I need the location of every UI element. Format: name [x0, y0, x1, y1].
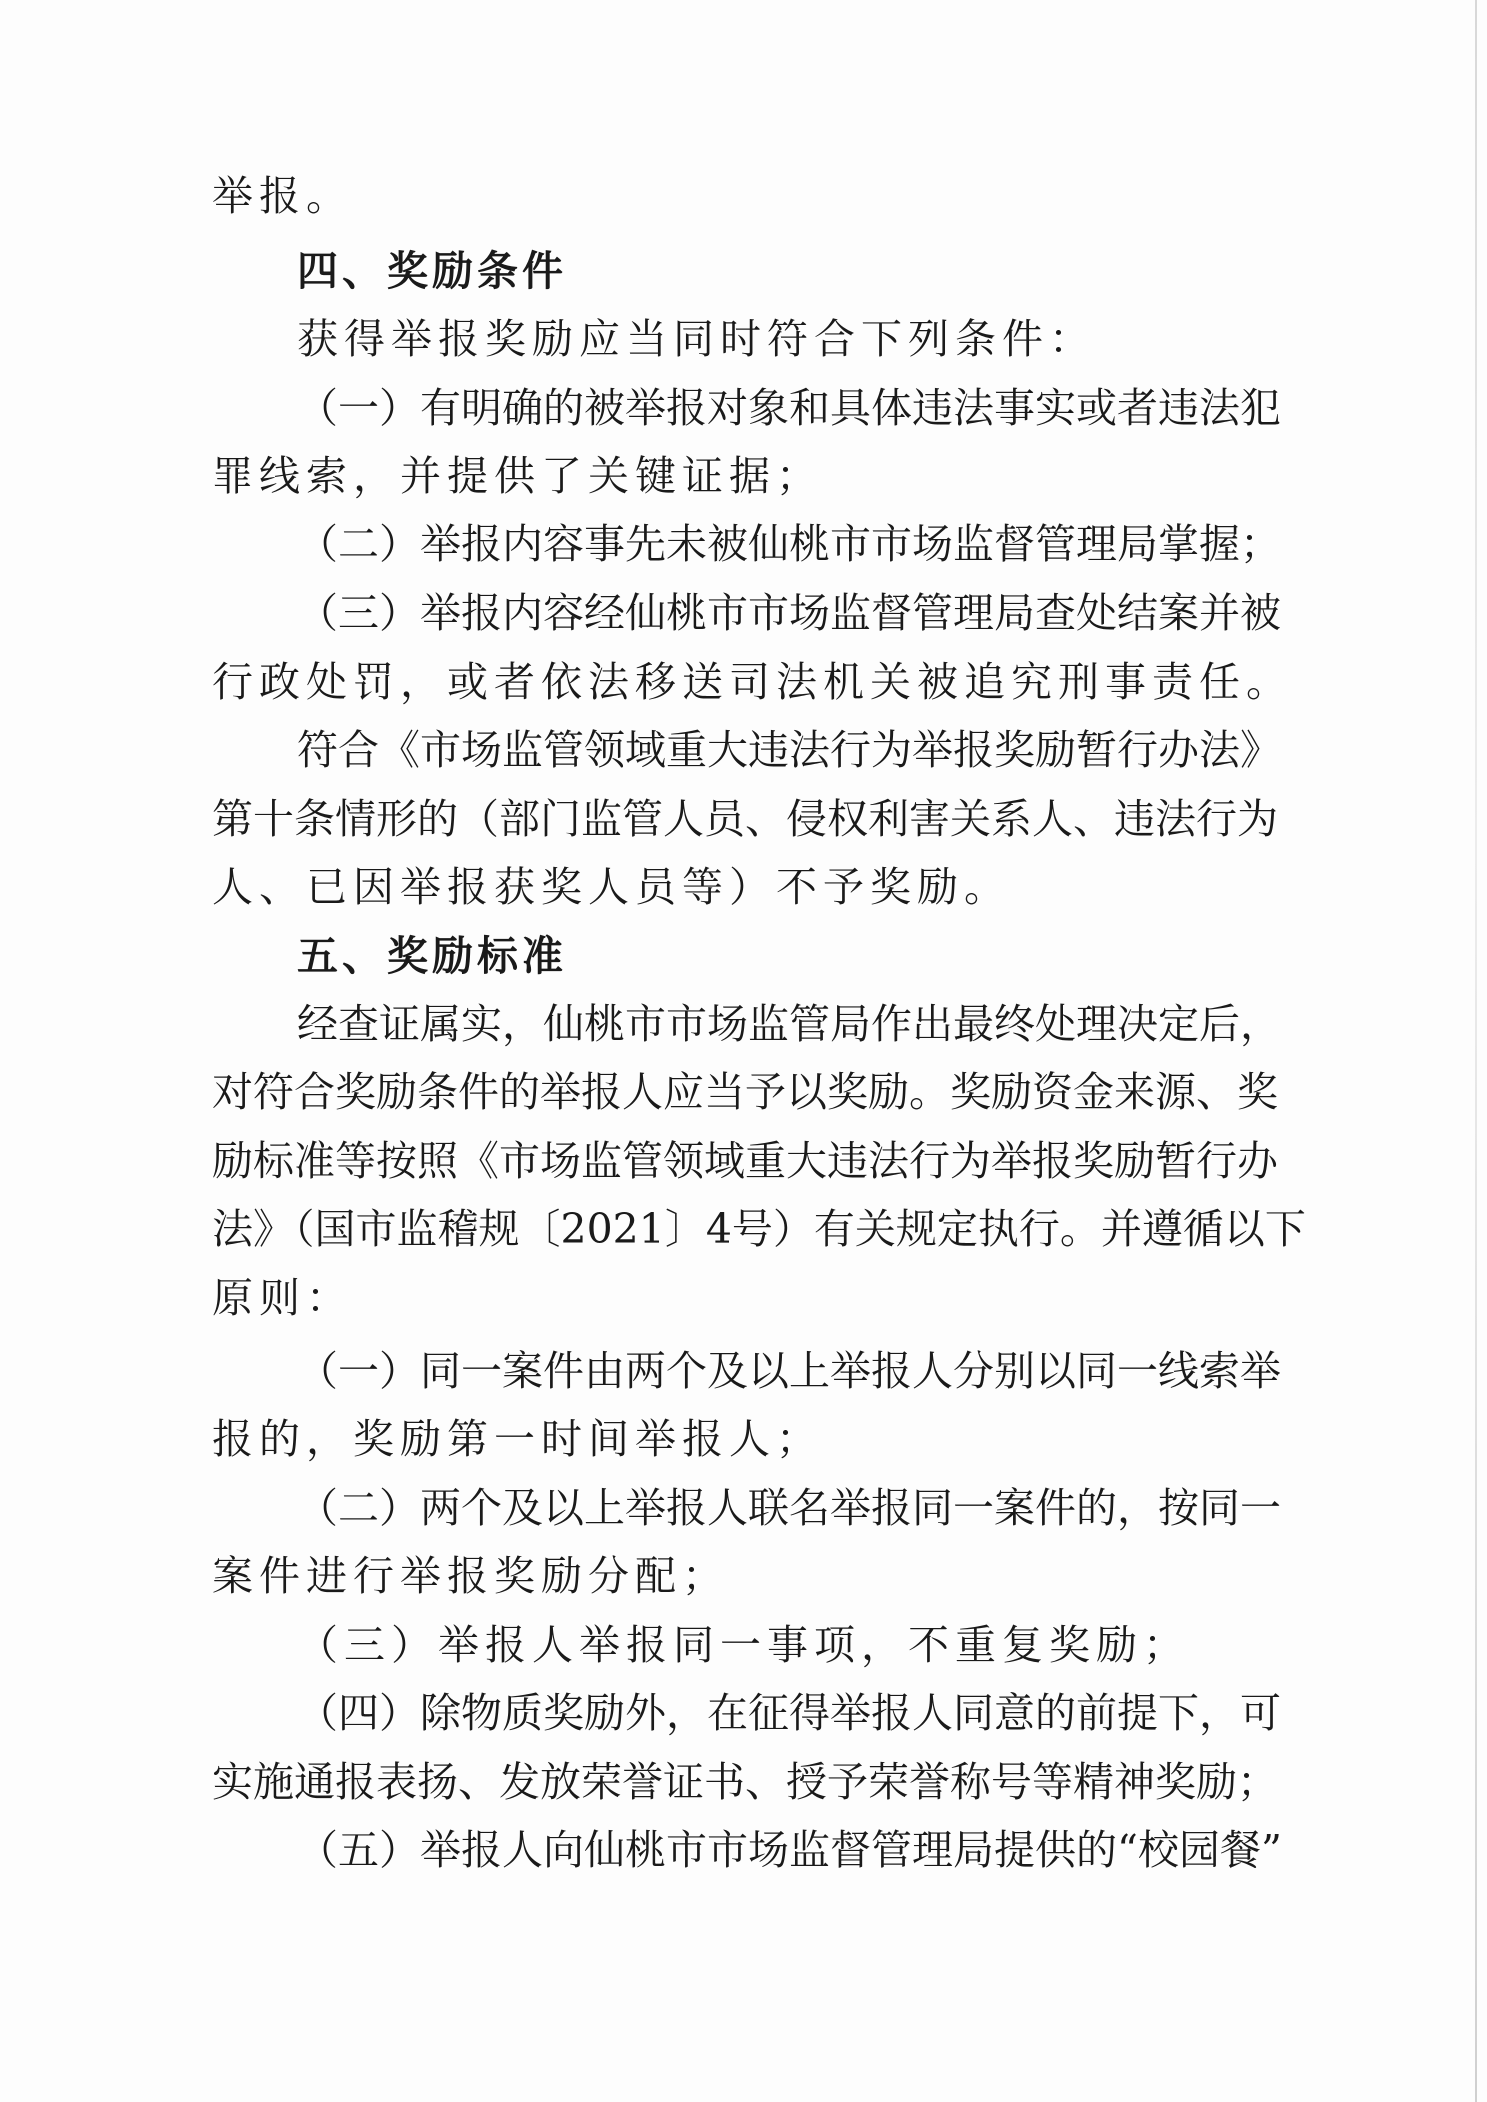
paragraph-line: 罪线索，并提供了关键证据；: [212, 452, 823, 500]
paragraph-line: 获得举报奖励应当同时符合下列条件：: [297, 315, 1096, 363]
paragraph-line: 人、已因举报获奖人员等）不予奖励。: [212, 863, 1011, 911]
paragraph-line: 符合《市场监管领域重大违法行为举报奖励暂行办法》: [297, 726, 1281, 774]
paragraph-line: （三）举报内容经仙桃市市场监督管理局查处结案并被: [297, 589, 1281, 637]
paragraph-line: 原则：: [212, 1274, 353, 1322]
paragraph-line: 经查证属实，仙桃市市场监管局作出最终处理决定后，: [297, 1000, 1281, 1048]
paragraph-line: （五）举报人向仙桃市市场监督管理局提供的“校园餐”: [297, 1826, 1282, 1874]
scan-edge-divider: [1475, 0, 1477, 2102]
paragraph-line: 第十条情形的（部门监管人员、侵权利害关系人、违法行为: [212, 795, 1278, 843]
paragraph-line: （一）同一案件由两个及以上举报人分别以同一线索举: [297, 1347, 1281, 1395]
paragraph-line: 案件进行举报奖励分配；: [212, 1552, 729, 1600]
paragraph-line: （四）除物质奖励外，在征得举报人同意的前提下，可: [297, 1689, 1281, 1737]
section-heading-reward-conditions: 四、奖励条件: [297, 247, 567, 295]
paragraph-line: （三）举报人举报同一事项，不重复奖励；: [297, 1621, 1190, 1669]
paragraph-line: 行政处罚，或者依法移送司法机关被追究刑事责任。: [212, 658, 1293, 706]
paragraph-line: 实施通报表扬、发放荣誉证书、授予荣誉称号等精神奖励；: [212, 1758, 1278, 1806]
paragraph-line: 励标准等按照《市场监管领域重大违法行为举报奖励暂行办: [212, 1137, 1278, 1185]
paragraph-line: 对符合奖励条件的举报人应当予以奖励。奖励资金来源、奖: [212, 1068, 1278, 1116]
paragraph-line: （一）有明确的被举报对象和具体违法事实或者违法犯: [297, 384, 1281, 432]
paragraph-line: 报的，奖励第一时间举报人；: [212, 1415, 823, 1463]
paragraph-line: （二）举报内容事先未被仙桃市市场监督管理局掌握；: [297, 520, 1281, 568]
paragraph-line: 举报。: [212, 172, 353, 220]
section-heading-reward-standards: 五、奖励标准: [297, 932, 567, 980]
paragraph-line: 法》（国市监稽规〔2021〕4号）有关规定执行。并遵循以下: [212, 1205, 1306, 1253]
paragraph-line: （二）两个及以上举报人联名举报同一案件的，按同一: [297, 1484, 1281, 1532]
